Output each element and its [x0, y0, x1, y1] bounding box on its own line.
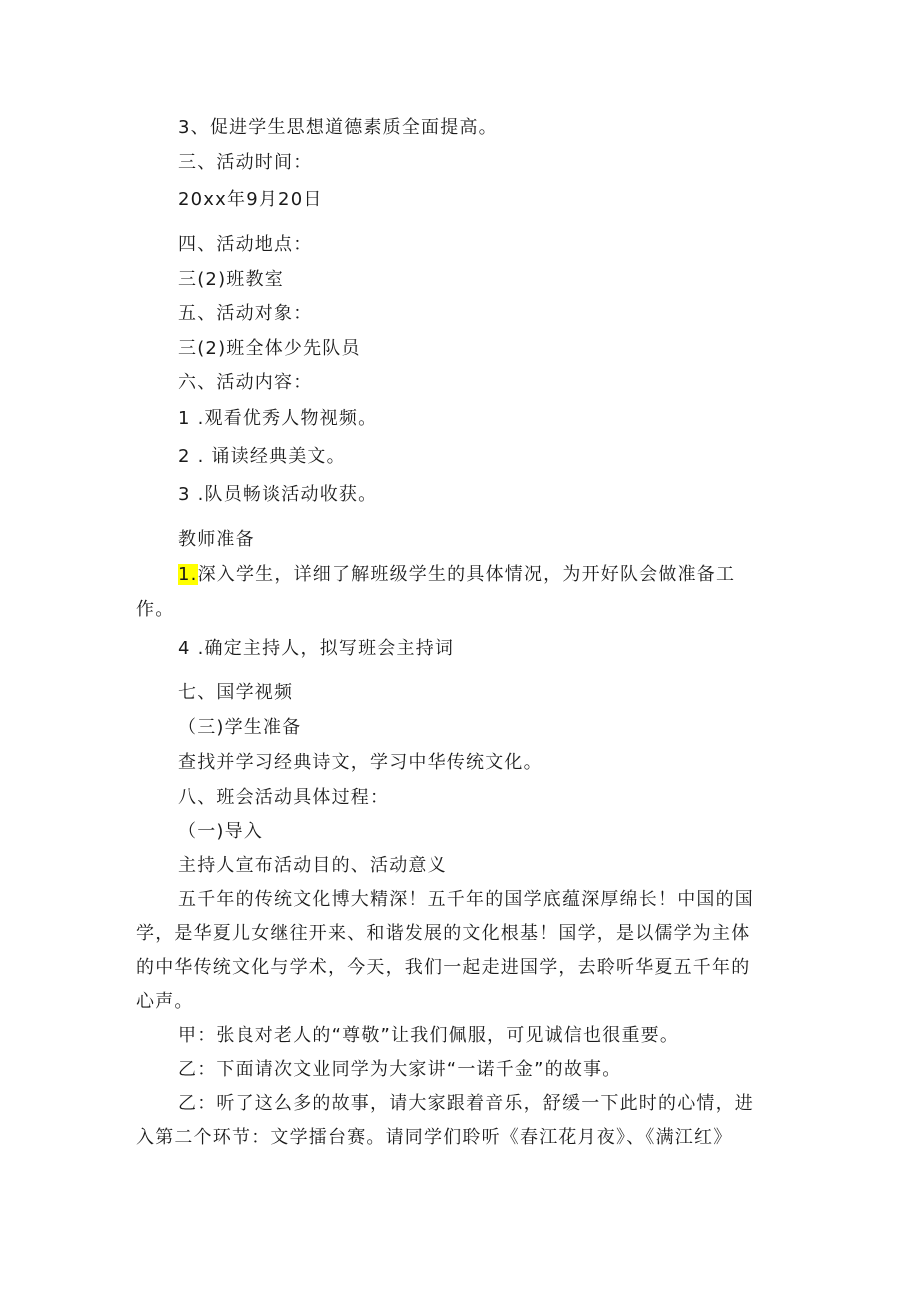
list-item: 3 .队员畅谈活动收获。 [178, 484, 378, 505]
subheading-intro: （一)导入 [178, 821, 264, 842]
dialogue-line: 入第二个环节：文学擂台赛。请同学们聆听《春江花月夜》、《满江红》 [136, 1127, 733, 1148]
list-item: 4 .确定主持人，拟写班会主持词 [178, 638, 455, 659]
highlighted-number: 1. [178, 564, 198, 585]
section-heading-time: 三、活动时间： [178, 152, 313, 173]
section-heading-target: 五、活动对象： [178, 303, 313, 324]
paragraph-line: 的中华传统文化与学术，今天，我们一起走进国学，去聆听华夏五千年的 [136, 957, 751, 978]
subheading-student-prep: （三)学生准备 [178, 717, 302, 738]
section-heading-content: 六、活动内容： [178, 372, 313, 393]
paragraph-line: 学，是华夏儿女继往开来、和谐发展的文化根基！国学，是以儒学为主体 [136, 923, 751, 944]
text-line: 3、促进学生思想道德素质全面提高。 [178, 117, 498, 138]
text-line: 三(2)班教室 [178, 269, 284, 290]
dialogue-line: 乙：下面请次文业同学为大家讲“一诺千金”的故事。 [178, 1059, 622, 1080]
list-item: 2 . 诵读经典美文。 [178, 446, 346, 467]
text-line: 查找并学习经典诗文，学习中华传统文化。 [178, 752, 543, 773]
text-line: 主持人宣布活动目的、活动意义 [178, 855, 447, 876]
text-line: 20xx年9月20日 [178, 189, 323, 210]
list-item [178, 563, 735, 587]
section-heading-video: 七、国学视频 [178, 682, 294, 703]
text-line: 作。 [136, 599, 175, 620]
section-heading-place: 四、活动地点： [178, 234, 313, 255]
list-item: 1 .观看优秀人物视频。 [178, 408, 378, 429]
text-line: 三(2)班全体少先队员 [178, 338, 361, 359]
list-item-text: 深入学生，详细了解班级学生的具体情况，为开好队会做准备工 [197, 564, 736, 585]
paragraph-line: 五千年的传统文化博大精深！五千年的国学底蕴深厚绵长！中国的国 [178, 889, 754, 910]
dialogue-line: 甲：张良对老人的“尊敬”让我们佩服，可见诚信也很重要。 [178, 1025, 680, 1046]
section-heading-process: 八、班会活动具体过程： [178, 787, 390, 808]
subheading-teacher-prep: 教师准备 [178, 529, 255, 550]
paragraph-line: 心声。 [136, 991, 194, 1012]
dialogue-line: 乙：听了这么多的故事，请大家跟着音乐，舒缓一下此时的心情，进 [178, 1093, 754, 1114]
